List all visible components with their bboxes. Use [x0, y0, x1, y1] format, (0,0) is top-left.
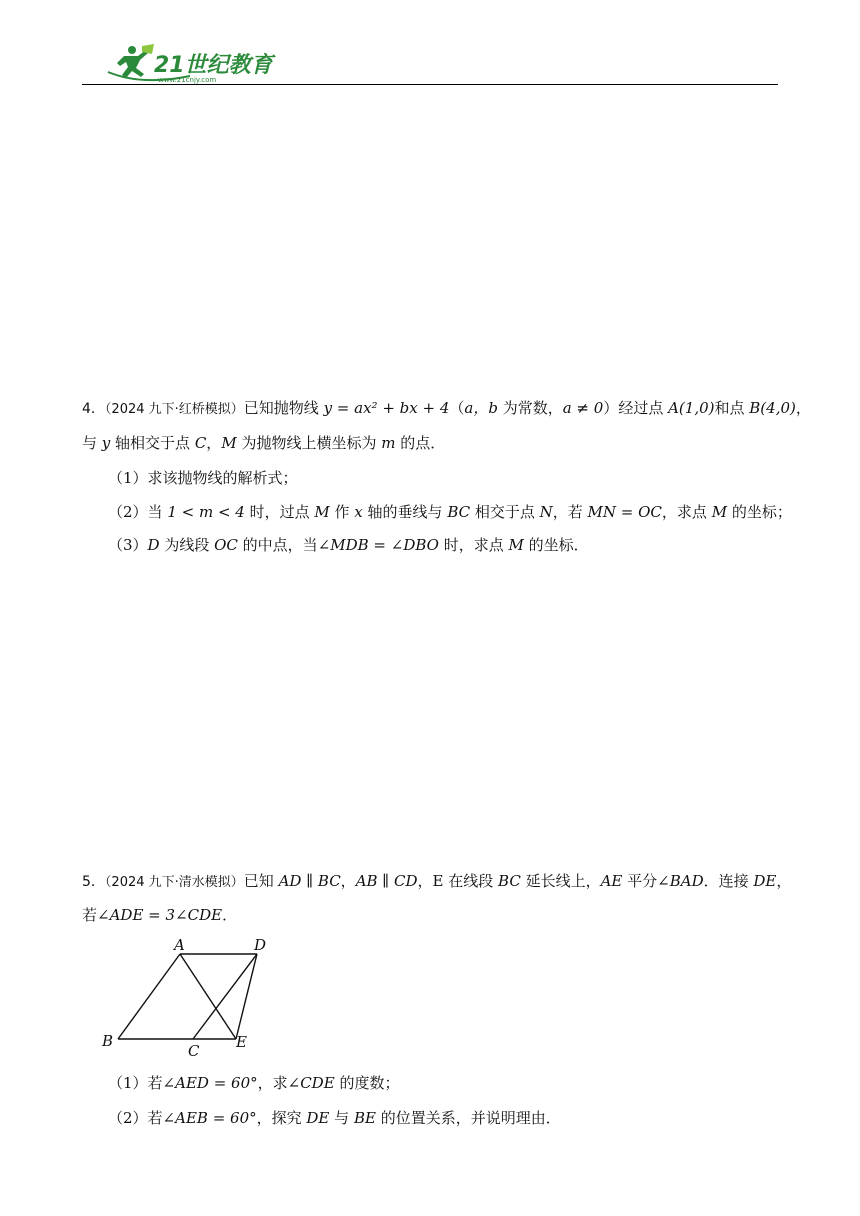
- question-4-part-3: （3）D 为线段 OC 的中点，当∠MDB = ∠DBO 时，求点 M 的坐标．: [108, 536, 589, 554]
- segment-ab: [118, 954, 180, 1039]
- page-header: [82, 40, 778, 86]
- question-4-stem: 4．（2024 九下·红桥模拟）已知抛物线 y = ax² + bx + 4（a，b 为常数，a ≠ 0）经过点 A(1,0)和点 B(4,0)，: [82, 399, 811, 417]
- question-5-stem: 5．（2024 九下·清水模拟）已知 AD ∥ BC，AB ∥ CD，E 在线段 BC 延长线上，AE 平分∠BAD．连接 DE，: [82, 872, 792, 890]
- question-4-part-1: （1）求该抛物线的解析式；: [108, 469, 298, 487]
- logo-url: www.21cnjy.com: [158, 76, 217, 84]
- label-a: A: [174, 936, 185, 954]
- label-d: D: [254, 936, 267, 954]
- segment-de: [236, 954, 257, 1039]
- label-e: E: [236, 1033, 247, 1051]
- question-number: 4．: [82, 401, 105, 417]
- label-c: C: [188, 1042, 200, 1060]
- question-source: （2024 九下·清水模拟）: [104, 875, 244, 890]
- point-a: A(1,0): [668, 399, 715, 417]
- segment-cd: [193, 954, 257, 1039]
- geometry-figure: [96, 934, 286, 1064]
- question-source: （2024 九下·红桥模拟）: [104, 402, 244, 417]
- parabola-equation: y = ax² + bx + 4: [323, 399, 450, 417]
- segment-ae: [180, 954, 236, 1039]
- question-5-part-1: （1）若∠AED = 60°，求∠CDE 的度数；: [108, 1074, 400, 1092]
- label-b: B: [102, 1032, 114, 1050]
- header-divider: [82, 84, 778, 85]
- point-b: B(4,0): [749, 399, 796, 417]
- logo-text: 21世纪教育: [154, 53, 273, 78]
- site-logo: [102, 42, 292, 84]
- question-5-part-2: （2）若∠AEB = 60°，探究 DE 与 BE 的位置关系，并说明理由．: [108, 1109, 561, 1127]
- question-4-part-2: （2）当 1 < m < 4 时，过点 M 作 x 轴的垂线与 BC 相交于点 N，若 MN = OC，求点 M 的坐标；: [108, 503, 792, 521]
- question-4-stem-line2: 与 y 轴相交于点 C，M 为抛物线上横坐标为 m 的点．: [82, 434, 446, 452]
- question-5-stem-line2: 若∠ADE = 3∠CDE．: [82, 906, 238, 924]
- question-number: 5．: [82, 874, 105, 890]
